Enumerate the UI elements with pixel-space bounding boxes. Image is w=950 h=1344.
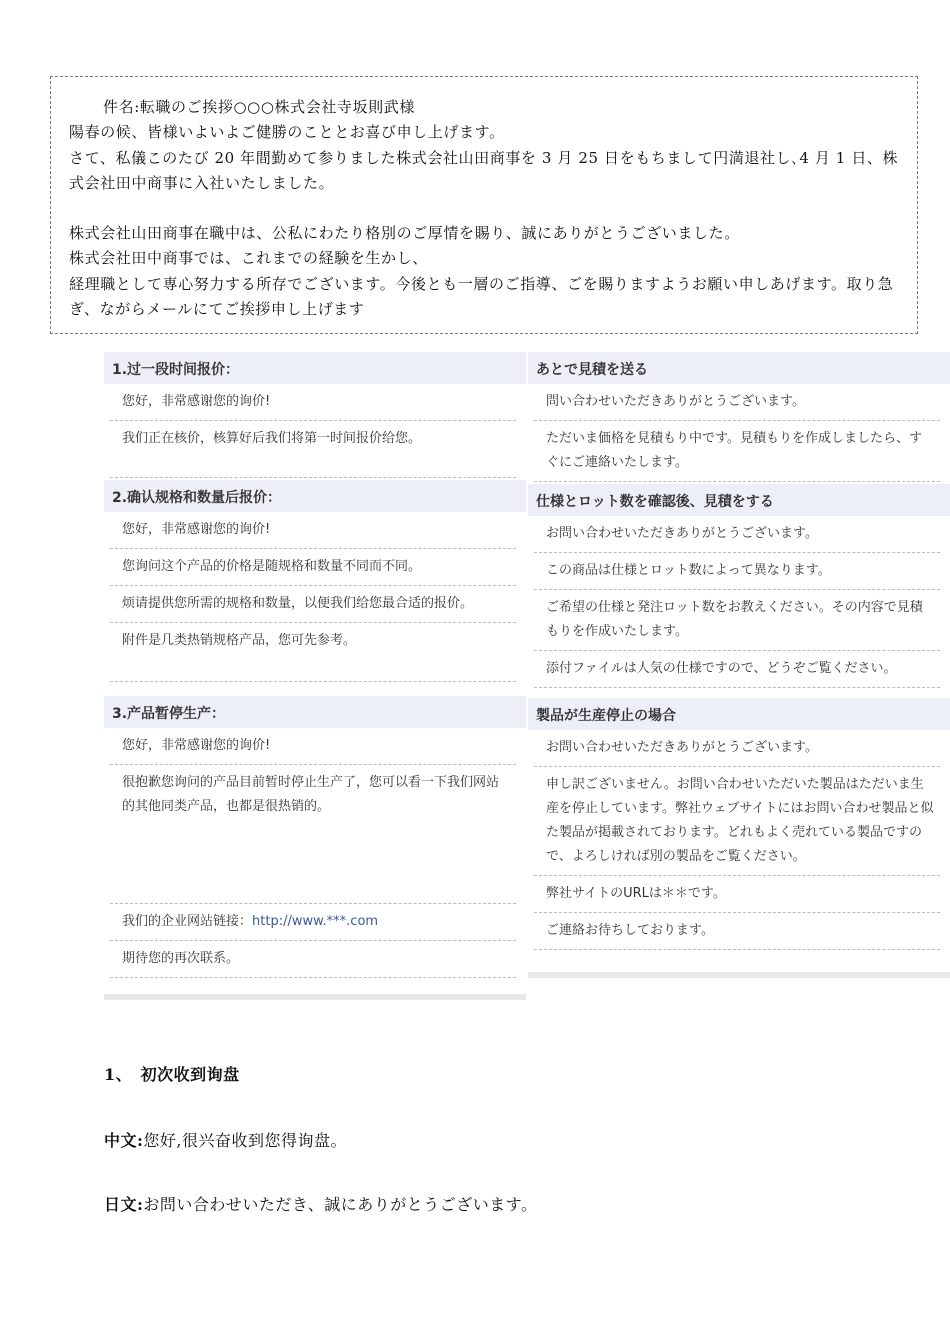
chinese-phrase xyxy=(104,1128,347,1151)
website-link-label: 我们的企业网站链接： xyxy=(122,914,253,929)
list-item: 我们正在核价，核算好后我们将第一时间报价给您。 xyxy=(110,421,516,478)
letter-subject: 件名:転職のご挨拶○○○株式会社寺坂則武様 xyxy=(103,98,415,116)
section-heading: 1、 初次收到询盘 xyxy=(104,1065,240,1084)
japanese-phrase xyxy=(104,1192,538,1215)
section-title: 製品が生産停止の場合 xyxy=(528,696,950,730)
list-item xyxy=(110,904,516,941)
list-item: 申し訳ございません。お問い合わせいただいた製品はただいま生産を停止しています。弊社ウェブサイトにはお問い合わせ製品と似た製品が掲載されております。どれもよく売れている製品ですので、よろしければ別の製品をご覧ください。 xyxy=(534,767,940,876)
list-item: この商品は仕様とロット数によって異なります。 xyxy=(534,553,940,590)
website-link[interactable]: http://www.***.com xyxy=(252,914,379,929)
list-item: ご希望の仕様と発注ロット数をお教えください。その内容で見積もりを作成いたします。 xyxy=(534,590,940,651)
letter-line: さて、私儀このたび 20 年間勤めて参りました株式会社山田商事を 3 月 25 日をもちまして円満退社し､4 月 1 日、株式会社田中商事に入社いたしました。 xyxy=(69,148,899,192)
list-item: ただいま価格を見積もり中です。見積もりを作成しましたら、すぐにご連絡いたします。 xyxy=(534,421,940,482)
section-title: あとで見積を送る xyxy=(528,350,950,384)
japanese-label: 日文: xyxy=(104,1195,144,1214)
list-item: 期待您的再次联系。 xyxy=(110,941,516,978)
chinese-label: 中文: xyxy=(104,1131,144,1150)
letter-line: 株式会社山田商事在職中は、公私にわたり格別のご厚情を賜り、誠にありがとうございました。 xyxy=(69,224,740,243)
list-item: 附件是几类热销规格产品，您可先参考。 xyxy=(110,623,516,682)
list-item: 烦请提供您所需的规格和数量，以便我们给您最合适的报价。 xyxy=(110,586,516,623)
section-title: 1.过一段时间报价： xyxy=(104,350,526,384)
letter-line: 株式会社田中商事では、これまでの経験を生かし、 xyxy=(69,249,428,268)
list-item: 您询问这个产品的价格是随规格和数量不同而不同。 xyxy=(110,549,516,586)
list-item: 問い合わせいただきありがとうございます。 xyxy=(534,384,940,421)
letter-line: 経理職として専心努力する所存でございます。今後とも一層のご指導、ごを賜りますようお願い申しあげます。取り急ぎ、ながらメールにてご挨拶申し上げます xyxy=(69,274,894,319)
chinese-templates-column xyxy=(104,350,526,1000)
list-item: 添付ファイルは人気の仕様ですので、どうぞご覧ください。 xyxy=(534,651,940,688)
japanese-text: お問い合わせいただき、誠にありがとうございます。 xyxy=(143,1195,538,1214)
letter-box xyxy=(50,76,918,334)
list-item: お問い合わせいただきありがとうございます。 xyxy=(534,516,940,553)
list-item: ご連絡お待ちしております。 xyxy=(534,913,940,950)
section-title: 2.确认规格和数量后报价： xyxy=(104,478,526,512)
letter-line: 陽春の候、皆様いよいよご健勝のこととお喜び申し上げます。 xyxy=(69,123,505,142)
section-title: 3.产品暂停生产： xyxy=(104,694,526,728)
list-item: お問い合わせいただきありがとうございます。 xyxy=(534,730,940,767)
list-item: 您好，非常感谢您的询价! xyxy=(110,512,516,549)
column-footer-bar xyxy=(528,972,950,978)
list-item: 弊社サイトのURLは＊＊です。 xyxy=(534,876,940,913)
list-item: 很抱歉您询问的产品目前暂时停止生产了，您可以看一下我们网站的其他同类产品，也都是很热销的。 xyxy=(110,765,516,904)
list-item: 您好，非常感谢您的询价! xyxy=(110,728,516,765)
chinese-text: 您好,很兴奋收到您得询盘。 xyxy=(143,1131,348,1150)
japanese-templates-column xyxy=(528,350,950,978)
section-title: 仕様とロット数を確認後、見積をする xyxy=(528,482,950,516)
column-footer-bar xyxy=(104,994,526,1000)
list-item: 您好，非常感谢您的询价! xyxy=(110,384,516,421)
